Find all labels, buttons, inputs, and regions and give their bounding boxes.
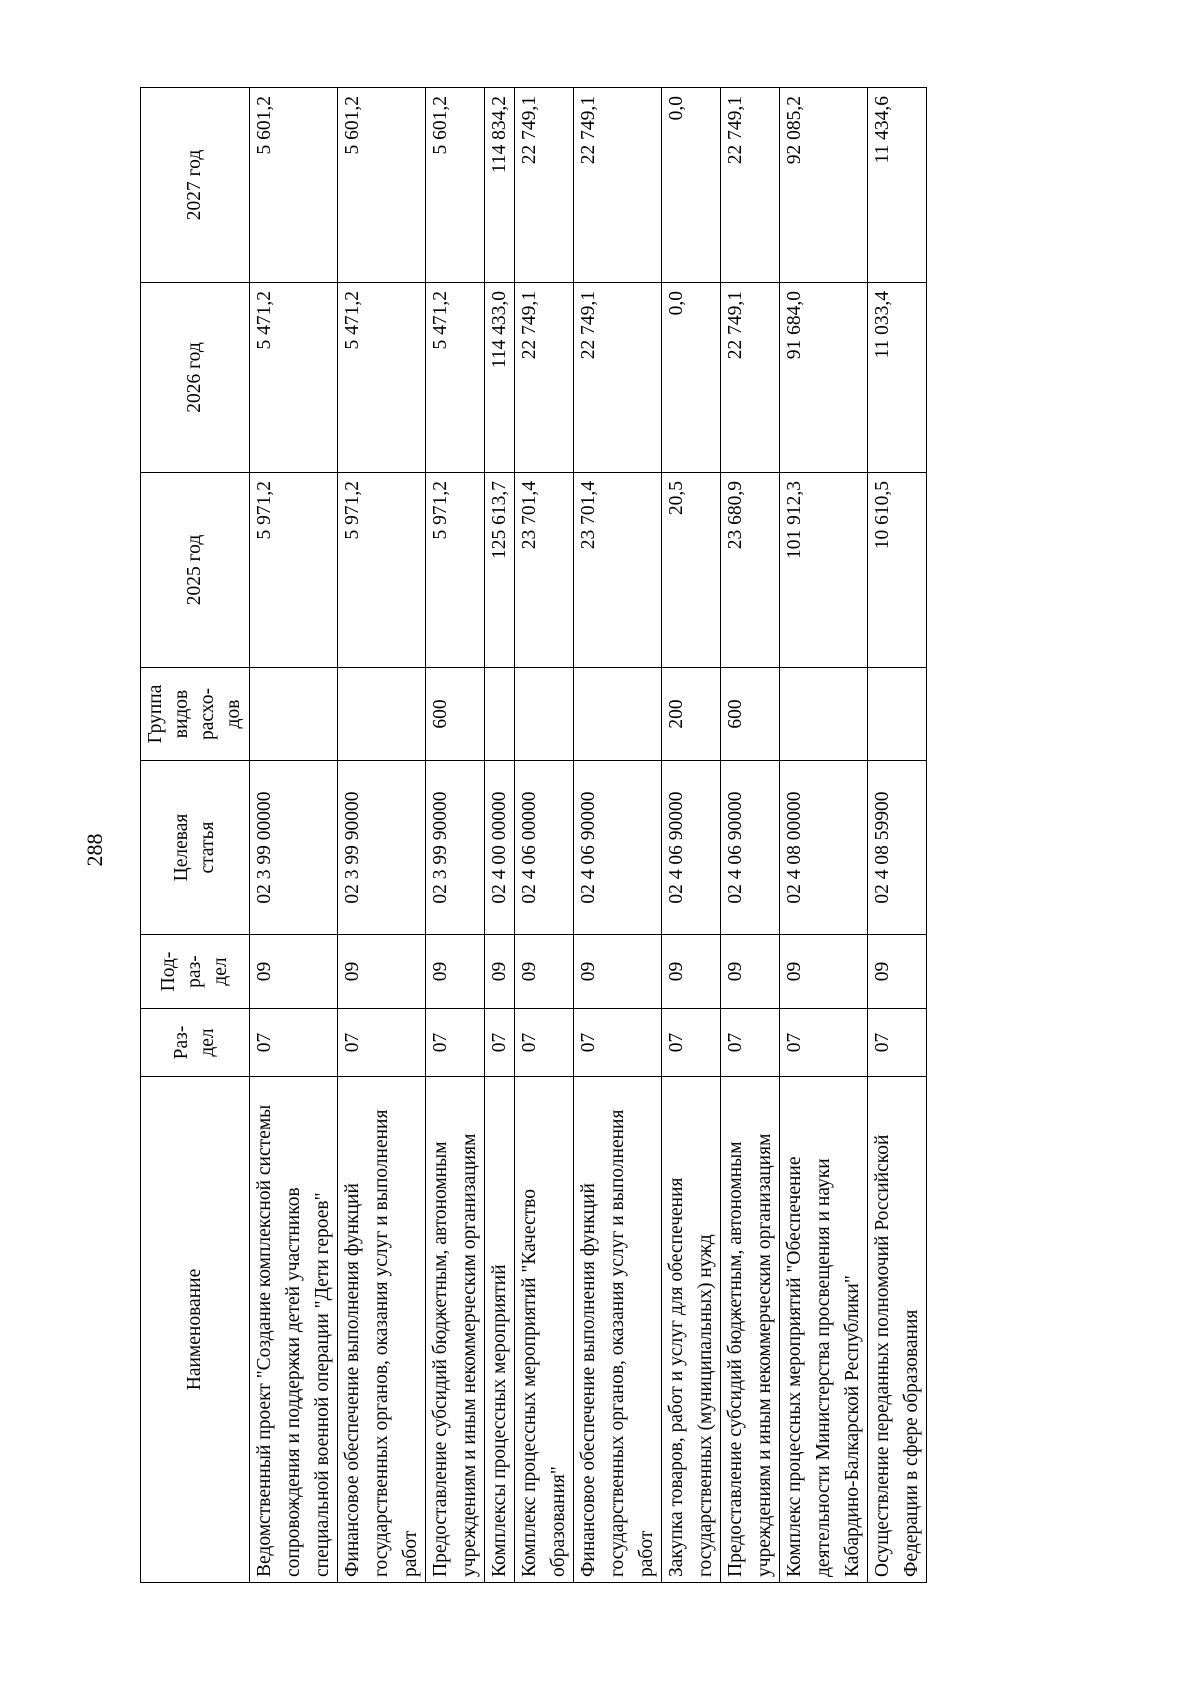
cell-target: 02 4 06 90000 — [721, 761, 780, 935]
header-year-2027: 2027 год — [141, 88, 250, 283]
cell-razdel: 07 — [485, 1009, 515, 1077]
cell-y2025: 23 701,4 — [515, 473, 574, 668]
cell-podrazdel: 09 — [250, 935, 338, 1009]
table-row — [780, 88, 868, 1583]
header-year-2025: 2025 год — [141, 473, 250, 668]
cell-group: 200 — [662, 668, 721, 761]
cell-target: 02 4 06 90000 — [574, 761, 662, 935]
cell-y2026: 114 433,0 — [485, 283, 515, 473]
cell-name: Ведомственный проект "Создание комплексной системы сопровождения и поддержки детей участников специальной военной операции "Дети героев" — [250, 1077, 338, 1583]
cell-razdel: 07 — [426, 1009, 485, 1077]
cell-podrazdel: 09 — [574, 935, 662, 1009]
cell-group — [485, 668, 515, 761]
cell-podrazdel: 09 — [868, 935, 927, 1009]
cell-target: 02 4 08 00000 — [780, 761, 868, 935]
cell-podrazdel: 09 — [721, 935, 780, 1009]
table-row — [485, 88, 515, 1583]
cell-podrazdel: 09 — [485, 935, 515, 1009]
cell-y2027: 22 749,1 — [721, 88, 780, 283]
cell-y2025: 125 613,7 — [485, 473, 515, 668]
cell-y2025: 20,5 — [662, 473, 721, 668]
cell-target: 02 3 99 90000 — [426, 761, 485, 935]
cell-podrazdel: 09 — [662, 935, 721, 1009]
header-expense-group: Группа видов расхо- дов — [141, 668, 250, 761]
page-number: 288 — [82, 833, 107, 867]
cell-y2026: 91 684,0 — [780, 283, 868, 473]
cell-group: 600 — [721, 668, 780, 761]
table-row — [574, 88, 662, 1583]
rotated-table-container — [140, 88, 1005, 1583]
cell-y2027: 5 601,2 — [426, 88, 485, 283]
table-body — [250, 88, 927, 1583]
cell-y2027: 22 749,1 — [574, 88, 662, 283]
table-row — [515, 88, 574, 1583]
cell-group — [250, 668, 338, 761]
cell-y2027: 11 434,6 — [868, 88, 927, 283]
cell-name: Предоставление субсидий бюджетным, автономным учреждениям и иным некоммерческим организациям — [426, 1077, 485, 1583]
cell-group — [338, 668, 426, 761]
cell-name: Закупка товаров, работ и услуг для обеспечения государственных (муниципальных) нужд — [662, 1077, 721, 1583]
cell-razdel: 07 — [780, 1009, 868, 1077]
header-row — [141, 88, 250, 1583]
cell-y2027: 5 601,2 — [338, 88, 426, 283]
cell-name: Предоставление субсидий бюджетным, автономным учреждениям и иным некоммерческим организациям — [721, 1077, 780, 1583]
cell-razdel: 07 — [662, 1009, 721, 1077]
table-row — [426, 88, 485, 1583]
cell-razdel: 07 — [515, 1009, 574, 1077]
cell-name: Финансовое обеспечение выполнения функций государственных органов, оказания услуг и выполнения работ — [574, 1077, 662, 1583]
cell-group — [780, 668, 868, 761]
cell-podrazdel: 09 — [780, 935, 868, 1009]
cell-target: 02 4 06 00000 — [515, 761, 574, 935]
cell-target: 02 4 00 00000 — [485, 761, 515, 935]
cell-group — [515, 668, 574, 761]
cell-razdel: 07 — [868, 1009, 927, 1077]
cell-y2026: 11 033,4 — [868, 283, 927, 473]
cell-y2027: 22 749,1 — [515, 88, 574, 283]
cell-y2026: 5 471,2 — [250, 283, 338, 473]
cell-y2027: 92 085,2 — [780, 88, 868, 283]
cell-target: 02 3 99 90000 — [338, 761, 426, 935]
cell-y2025: 5 971,2 — [250, 473, 338, 668]
table-row — [721, 88, 780, 1583]
header-target-article: Целевая статья — [141, 761, 250, 935]
cell-razdel: 07 — [338, 1009, 426, 1077]
cell-name: Комплексы процессных мероприятий — [485, 1077, 515, 1583]
cell-razdel: 07 — [250, 1009, 338, 1077]
cell-name: Осуществление переданных полномочий Российской Федерации в сфере образования — [868, 1077, 927, 1583]
cell-group — [868, 668, 927, 761]
cell-podrazdel: 09 — [515, 935, 574, 1009]
cell-y2026: 5 471,2 — [338, 283, 426, 473]
budget-table — [140, 87, 927, 1583]
cell-name: Финансовое обеспечение выполнения функций государственных органов, оказания услуг и выполнения работ — [338, 1077, 426, 1583]
header-razdel: Раз- дел — [141, 1009, 250, 1077]
cell-podrazdel: 09 — [426, 935, 485, 1009]
cell-y2026: 22 749,1 — [574, 283, 662, 473]
cell-target: 02 3 99 00000 — [250, 761, 338, 935]
cell-target: 02 4 06 90000 — [662, 761, 721, 935]
cell-y2027: 114 834,2 — [485, 88, 515, 283]
cell-razdel: 07 — [574, 1009, 662, 1077]
cell-razdel: 07 — [721, 1009, 780, 1077]
table-row — [868, 88, 927, 1583]
cell-podrazdel: 09 — [338, 935, 426, 1009]
cell-name: Комплекс процессных мероприятий "Обеспечение деятельности Министерства просвещения и науки Кабардино-Балкарской Республики" — [780, 1077, 868, 1583]
cell-group: 600 — [426, 668, 485, 761]
cell-y2025: 5 971,2 — [426, 473, 485, 668]
cell-y2025: 101 912,3 — [780, 473, 868, 668]
cell-y2025: 5 971,2 — [338, 473, 426, 668]
cell-y2026: 5 471,2 — [426, 283, 485, 473]
cell-y2026: 22 749,1 — [721, 283, 780, 473]
cell-y2025: 10 610,5 — [868, 473, 927, 668]
table-row — [662, 88, 721, 1583]
table-row — [250, 88, 338, 1583]
header-podrazdel: Под- раз- дел — [141, 935, 250, 1009]
cell-name: Комплекс процессных мероприятий "Качество образования" — [515, 1077, 574, 1583]
table-row — [338, 88, 426, 1583]
cell-target: 02 4 08 59900 — [868, 761, 927, 935]
cell-y2025: 23 680,9 — [721, 473, 780, 668]
cell-y2027: 0,0 — [662, 88, 721, 283]
header-name: Наименование — [141, 1077, 250, 1583]
cell-y2026: 0,0 — [662, 283, 721, 473]
cell-group — [574, 668, 662, 761]
cell-y2026: 22 749,1 — [515, 283, 574, 473]
cell-y2027: 5 601,2 — [250, 88, 338, 283]
header-year-2026: 2026 год — [141, 283, 250, 473]
cell-y2025: 23 701,4 — [574, 473, 662, 668]
